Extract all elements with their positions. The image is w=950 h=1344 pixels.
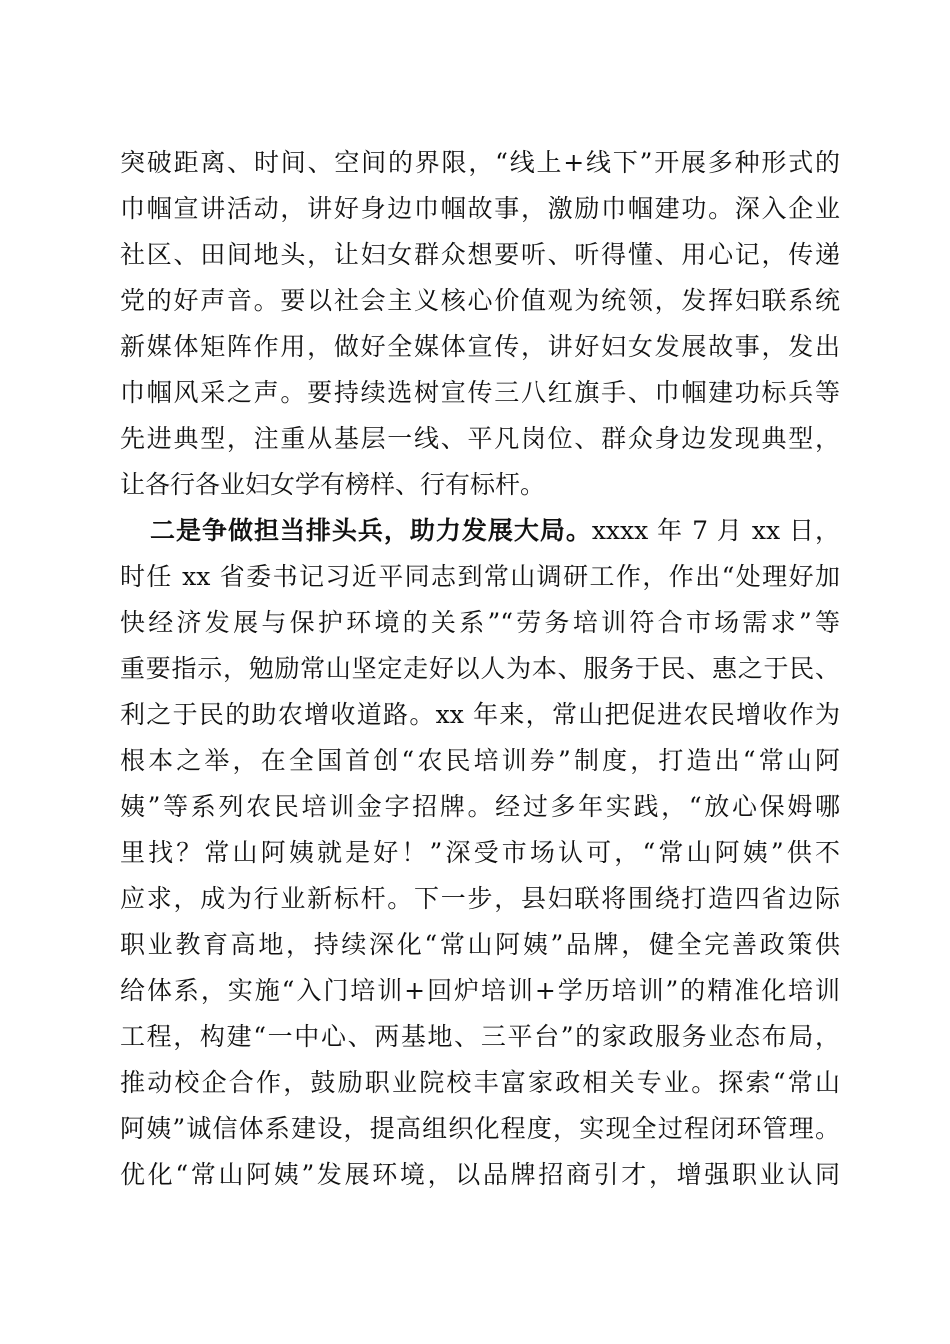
paragraph-2-line-15: 优化“常山阿姨”发展环境，以品牌招商引才，增强职业认同 <box>120 1160 840 1189</box>
paragraph-2-line-6: 根本之举，在全国首创“农民培训券”制度，打造出“常山阿 <box>120 746 840 775</box>
paragraph-1-line-7: 先进典型，注重从基层一线、平凡岗位、群众身边发现典型， <box>120 424 840 453</box>
paragraph-2-heading: 二是争做担当排头兵，助力发展大局。 <box>150 516 592 545</box>
paragraph-2-first-line-rest: xxxx 年 7 月 xx 日， <box>591 516 840 545</box>
paragraph-2-line-12: 工程，构建“一中心、两基地、三平台”的家政服务业态布局， <box>120 1022 840 1051</box>
paragraph-2-line-9: 应求，成为行业新标杆。下一步，县妇联将围绕打造四省边际 <box>120 884 840 913</box>
body-text <box>120 140 840 1198</box>
paragraph-1-line-1: 突破距离、时间、空间的界限，“线上+线下”开展多种形式的 <box>120 148 840 177</box>
paragraph-1-line-5: 新媒体矩阵作用，做好全媒体宣传，讲好妇女发展故事，发出 <box>120 332 840 361</box>
paragraph-1-line-4: 党的好声音。要以社会主义核心价值观为统领，发挥妇联系统 <box>120 286 840 315</box>
paragraph-2-line-10: 职业教育高地，持续深化“常山阿姨”品牌，健全完善政策供 <box>120 930 840 959</box>
paragraph-2-line-7: 姨”等系列农民培训金字招牌。经过多年实践，“放心保姆哪 <box>120 792 840 821</box>
paragraph-2-line-14: 阿姨”诚信体系建设，提高组织化程度，实现全过程闭环管理。 <box>120 1114 840 1143</box>
paragraph-2-line-1 <box>120 508 840 554</box>
paragraph-1-line-8: 让各行各业妇女学有榜样、行有标杆。 <box>120 470 546 499</box>
paragraph-1-line-2: 巾帼宣讲活动，讲好身边巾帼故事，激励巾帼建功。深入企业 <box>120 194 840 223</box>
paragraph-2-line-8: 里找？常山阿姨就是好！”深受市场认可，“常山阿姨”供不 <box>120 838 840 867</box>
paragraph-2-line-4: 重要指示，勉励常山坚定走好以人为本、服务于民、惠之于民、 <box>120 654 840 683</box>
paragraph-1-line-6: 巾帼风采之声。要持续选树宣传三八红旗手、巾帼建功标兵等 <box>120 378 840 407</box>
paragraph-2-line-3: 快经济发展与保护环境的关系”“劳务培训符合市场需求”等 <box>120 608 840 637</box>
paragraph-1-line-3: 社区、田间地头，让妇女群众想要听、听得懂、用心记，传递 <box>120 240 840 269</box>
paragraph-2-line-5: 利之于民的助农增收道路。xx 年来，常山把促进农民增收作为 <box>120 700 840 729</box>
paragraph-2-line-2: 时任 xx 省委书记习近平同志到常山调研工作，作出“处理好加 <box>120 562 840 591</box>
paragraph-2-line-13: 推动校企合作，鼓励职业院校丰富家政相关专业。探索“常山 <box>120 1068 840 1097</box>
paragraph-2-line-11: 给体系，实施“入门培训+回炉培训+学历培训”的精准化培训 <box>120 976 840 1005</box>
